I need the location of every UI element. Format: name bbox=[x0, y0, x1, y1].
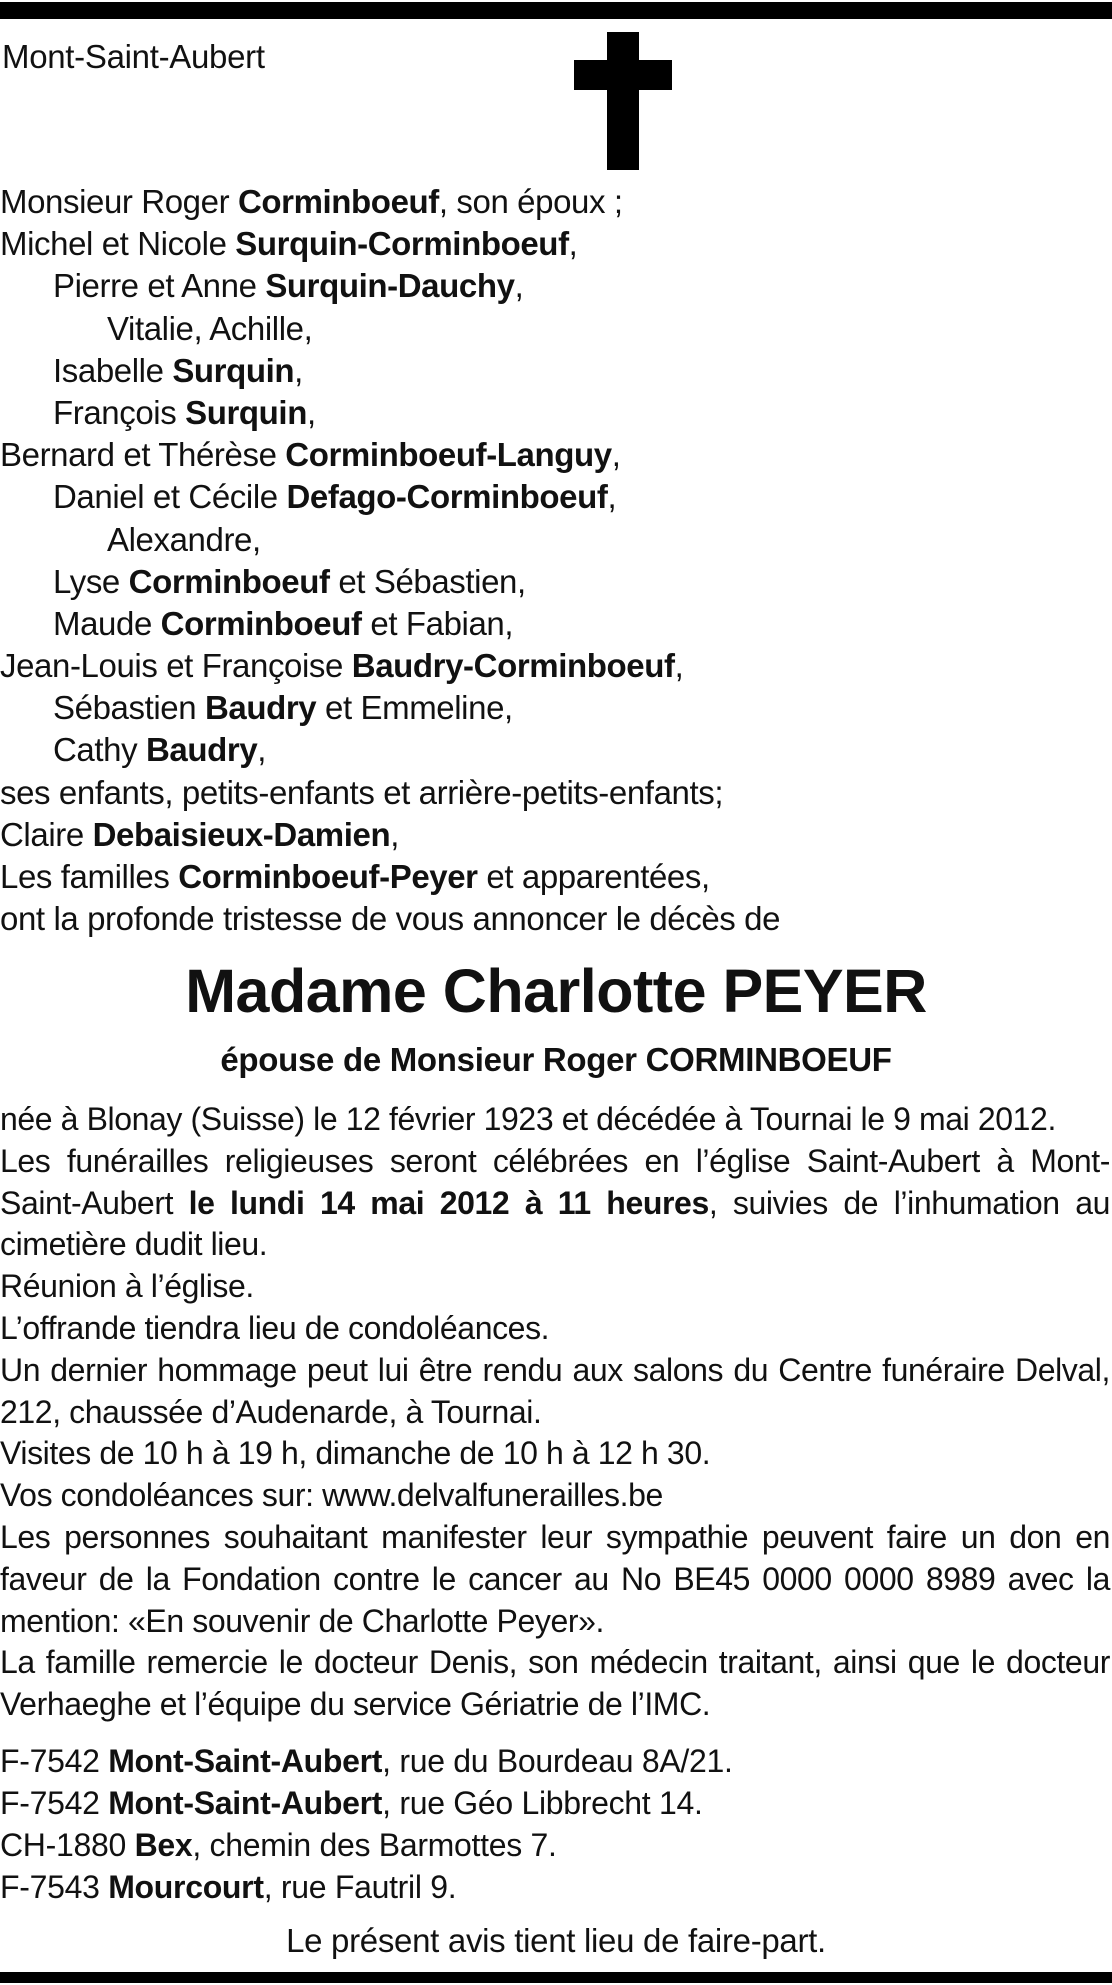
announcement-details bbox=[0, 1099, 1110, 1726]
text-segment: La famille remercie le docteur Denis, son médecin traitant, ainsi que le docteur Verhaeghe et l’équipe du service Gériatrie de l’IMC. bbox=[0, 1644, 1110, 1723]
city-name: Mourcourt bbox=[108, 1869, 264, 1905]
text-segment: , bbox=[257, 731, 267, 769]
postal-code: F-7542 bbox=[0, 1785, 109, 1821]
name-emphasis: Corminboeuf-Languy bbox=[285, 436, 612, 474]
text-segment: Lyse bbox=[53, 562, 129, 600]
name-emphasis: Surquin bbox=[172, 351, 295, 389]
name-emphasis: Corminboeuf bbox=[237, 183, 439, 220]
street-address: , rue Géo Libbrecht 14. bbox=[382, 1785, 703, 1821]
text-segment: , bbox=[294, 351, 303, 389]
postal-code: CH-1880 bbox=[0, 1827, 135, 1863]
text-segment: Daniel et Cécile bbox=[53, 478, 287, 516]
spouse-line: épouse de Monsieur Roger CORMINBOEUF bbox=[220, 1041, 892, 1078]
text-segment: Cathy bbox=[53, 731, 146, 769]
text-segment: née à Blonay (Suisse) le 12 février 1923 et décédée à Tournai le 9 mai 2012. bbox=[0, 1101, 1056, 1137]
postal-code: F-7542 bbox=[0, 1743, 109, 1779]
text-segment: François bbox=[53, 393, 186, 431]
text-segment: Les familles bbox=[0, 858, 179, 895]
city-name: Mont-Saint-Aubert bbox=[108, 1743, 383, 1779]
text-segment: Les funérailles religieuses seront célébrées en l’église Saint-Aubert à Mont-Saint-Aubert bbox=[0, 1142, 1110, 1221]
text-segment: Monsieur Roger bbox=[0, 183, 238, 220]
text-segment: Michel et Nicole bbox=[0, 225, 236, 263]
detail-paragraph bbox=[0, 1350, 1110, 1434]
street-address: , chemin des Barmottes 7. bbox=[192, 1827, 557, 1863]
city-name: Bex bbox=[134, 1827, 193, 1863]
text-segment: Isabelle bbox=[53, 351, 173, 389]
family-line bbox=[0, 392, 1112, 434]
text-segment: Bernard et Thérèse bbox=[0, 436, 286, 474]
family-line bbox=[0, 223, 1112, 265]
text-segment: Réunion à l’église. bbox=[0, 1268, 254, 1305]
name-emphasis: Surquin bbox=[185, 393, 307, 431]
family-line bbox=[0, 898, 1112, 940]
cross-icon bbox=[574, 32, 672, 170]
top-rule bbox=[0, 2, 1112, 19]
street-address: , rue Fautril 9. bbox=[263, 1869, 457, 1905]
text-segment: L’offrande tiendra lieu de condoléances. bbox=[0, 1309, 550, 1346]
text-segment: Maude bbox=[53, 604, 161, 642]
family-line bbox=[0, 603, 1112, 645]
name-emphasis: Baudry bbox=[204, 689, 317, 727]
name-emphasis: Corminboeuf-Peyer bbox=[178, 858, 478, 895]
address-line bbox=[0, 1866, 1112, 1908]
family-line bbox=[0, 687, 1112, 729]
text-segment: Les personnes souhaitant manifester leur sympathie peuvent faire un don en faveur de la Fondation contre le cancer au No BE45 0000 0000 8989 avec la mention: «En souvenir de Charlotte Peyer». bbox=[0, 1518, 1110, 1639]
detail-paragraph bbox=[0, 1308, 1110, 1350]
address-line bbox=[0, 1782, 1112, 1824]
text-segment: Jean-Louis et Françoise bbox=[0, 647, 352, 685]
text-segment: , bbox=[390, 815, 399, 853]
detail-paragraph bbox=[0, 1642, 1110, 1726]
family-line bbox=[0, 519, 1112, 561]
text-segment: Alexandre, bbox=[107, 520, 261, 558]
text-segment: et Sébastien, bbox=[329, 562, 526, 600]
family-line bbox=[0, 729, 1112, 771]
deceased-name: Madame Charlotte PEYER bbox=[185, 957, 927, 1025]
text-segment: Vitalie, Achille, bbox=[107, 309, 313, 347]
family-line bbox=[0, 265, 1112, 307]
text-segment: Un dernier hommage peut lui être rendu aux salons du Centre funéraire Delval, 212, chaussée d’Audenarde, à Tournai. bbox=[0, 1351, 1110, 1430]
street-address: , rue du Bourdeau 8A/21. bbox=[382, 1743, 733, 1779]
name-emphasis: Baudry-Corminboeuf bbox=[351, 647, 675, 685]
family-line bbox=[0, 856, 1112, 898]
family-line bbox=[0, 645, 1112, 687]
detail-paragraph bbox=[0, 1099, 1110, 1141]
place-name: Mont-Saint-Aubert bbox=[2, 38, 265, 75]
family-line bbox=[0, 814, 1112, 856]
family-line bbox=[0, 476, 1112, 518]
text-segment: , bbox=[607, 478, 617, 516]
text-segment: , bbox=[611, 436, 621, 474]
address-line bbox=[0, 1740, 1112, 1782]
name-emphasis: le lundi 14 mai 2012 à 11 heures bbox=[188, 1184, 709, 1221]
detail-paragraph bbox=[0, 1475, 1110, 1517]
family-line bbox=[0, 434, 1112, 476]
city-name: Mont-Saint-Aubert bbox=[108, 1785, 383, 1821]
text-segment: et Fabian, bbox=[361, 604, 514, 642]
name-emphasis: Surquin-Dauchy bbox=[265, 267, 515, 305]
text-segment: et Emmeline, bbox=[316, 689, 513, 727]
name-emphasis: Debaisieux-Damien bbox=[92, 815, 391, 853]
text-segment: et apparentées, bbox=[477, 858, 710, 895]
postal-code: F-7543 bbox=[0, 1869, 109, 1905]
address-line bbox=[0, 1824, 1112, 1866]
text-segment: , suivies de l’inhumation au cimetière dudit lieu. bbox=[0, 1184, 1110, 1263]
name-emphasis: Corminboeuf bbox=[128, 562, 330, 600]
text-segment: ont la profonde tristesse de vous annoncer le décès de bbox=[0, 900, 781, 938]
text-segment: , bbox=[306, 393, 316, 431]
text-segment: Vos condoléances sur: www.delvalfunerailles.be bbox=[0, 1477, 663, 1514]
text-segment: Sébastien bbox=[53, 689, 205, 727]
text-segment: Visites de 10 h à 19 h, dimanche de 10 h à 12 h 30. bbox=[0, 1435, 711, 1472]
family-line bbox=[0, 561, 1112, 603]
detail-paragraph bbox=[0, 1433, 1110, 1475]
text-segment: Claire bbox=[0, 815, 93, 853]
text-segment: ses enfants, petits-enfants et arrière-petits-enfants; bbox=[0, 773, 724, 811]
detail-paragraph bbox=[0, 1517, 1110, 1642]
text-segment: Pierre et Anne bbox=[53, 267, 266, 305]
text-segment: , bbox=[514, 267, 524, 305]
detail-paragraph bbox=[0, 1141, 1110, 1266]
text-segment: , bbox=[674, 647, 684, 685]
name-emphasis: Defago-Corminboeuf bbox=[286, 478, 608, 516]
detail-paragraph bbox=[0, 1266, 1110, 1308]
family-line bbox=[0, 772, 1112, 814]
family-line bbox=[0, 308, 1112, 350]
text-segment: , bbox=[568, 225, 578, 263]
family-line bbox=[0, 350, 1112, 392]
family-list bbox=[0, 181, 1112, 940]
name-emphasis: Surquin-Corminboeuf bbox=[235, 225, 569, 263]
bottom-rule bbox=[0, 1972, 1112, 1983]
footer-note: Le présent avis tient lieu de faire-part. bbox=[286, 1922, 826, 1959]
text-segment: , son époux ; bbox=[438, 183, 623, 220]
name-emphasis: Baudry bbox=[145, 731, 258, 769]
name-emphasis: Corminboeuf bbox=[160, 604, 362, 642]
family-line bbox=[0, 181, 1112, 223]
address-list bbox=[0, 1740, 1112, 1908]
